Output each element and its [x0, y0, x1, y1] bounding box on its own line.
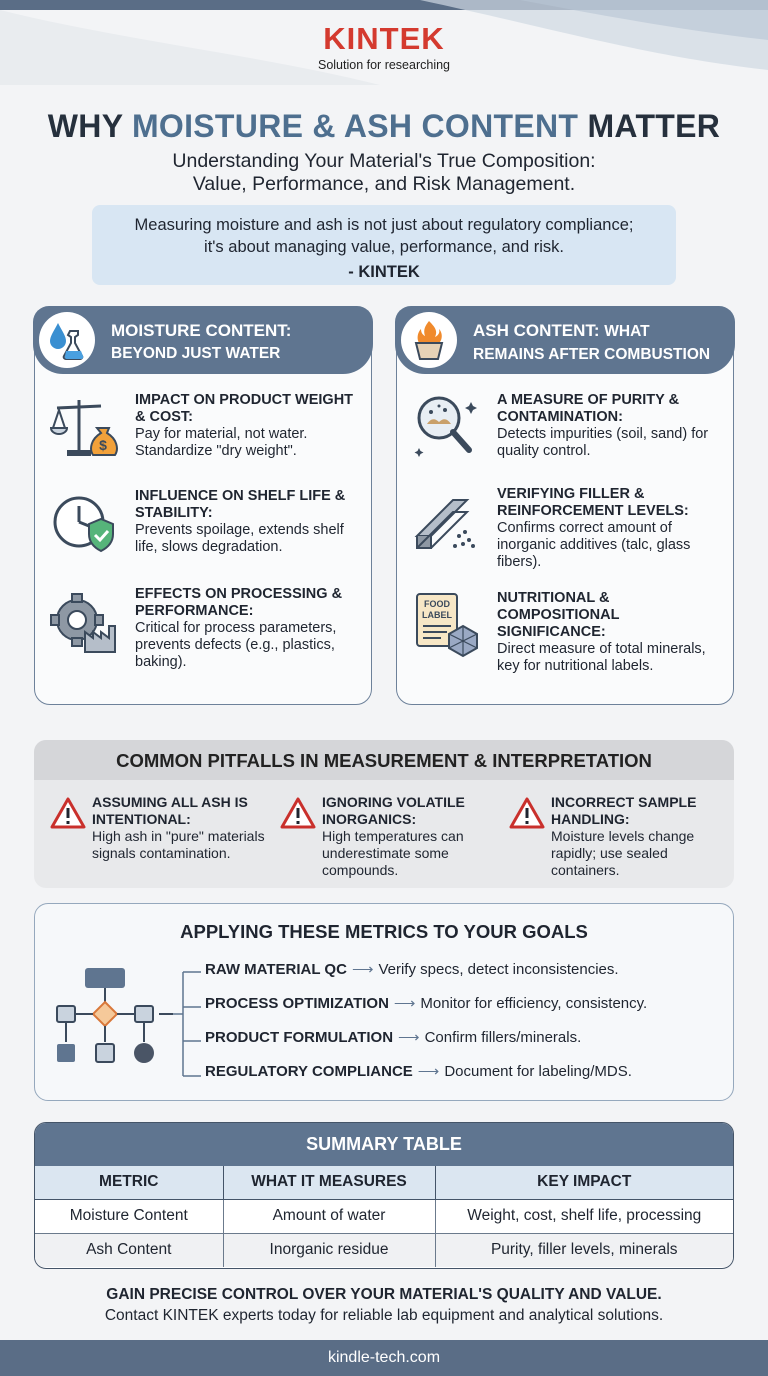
ash-card-title	[473, 319, 727, 366]
gear-factory-icon	[49, 586, 119, 658]
apply-row-desc: Confirm fillers/minerals.	[424, 1029, 582, 1046]
item-title: IMPACT ON PRODUCT WEIGHT & COST:	[135, 392, 354, 425]
svg-text:$: $	[99, 437, 107, 453]
footer-url-link[interactable]: kindle-tech.com	[327, 1349, 441, 1366]
table-row	[35, 1199, 733, 1233]
table-header-cell: KEY IMPACT	[435, 1166, 733, 1199]
title-part2: MATTER	[578, 108, 721, 144]
brand-name: KINTEK	[323, 21, 445, 56]
title-accent: MOISTURE & ASH CONTENT	[131, 108, 579, 144]
warning-icon	[509, 796, 545, 830]
item-body: Direct measure of total minerals, key for nutritional labels.	[497, 641, 706, 674]
apply-row-label: PROCESS OPTIMIZATION	[205, 995, 389, 1012]
apply-section	[34, 903, 734, 1101]
apply-row-raw-material	[205, 960, 619, 980]
moisture-title-line1: MOISTURE CONTENT:	[111, 321, 292, 340]
table-cell: Inorganic residue	[223, 1233, 435, 1267]
moisture-item-processing-text	[135, 586, 363, 671]
footer-bar	[0, 1340, 768, 1376]
ash-item-nutrition-text	[497, 590, 725, 675]
item-body: Pay for material, not water. Standardize "dry weight".	[135, 426, 308, 459]
water-drop-flask-icon	[39, 312, 95, 368]
call-to-action	[0, 1284, 768, 1326]
quote-line2: it's about managing value, performance, and risk.	[204, 238, 564, 256]
moisture-card-header	[33, 306, 373, 374]
pitfall-title: INCORRECT SAMPLE HANDLING:	[551, 794, 697, 827]
magnifier-particles-icon	[411, 392, 481, 464]
pitfall-title: IGNORING VOLATILE INORGANICS:	[322, 794, 465, 827]
pitfall-text	[551, 794, 729, 879]
pitfall-text	[322, 794, 500, 879]
arrow-icon: ⟶	[398, 1029, 420, 1046]
ash-item-filler-text	[497, 486, 725, 571]
apply-row-label: RAW MATERIAL QC	[205, 961, 347, 978]
table-cell: Ash Content	[35, 1233, 223, 1267]
item-body: Confirms correct amount of inorganic additives (talc, glass fibers).	[497, 520, 691, 570]
pitfall-body: Moisture levels change rapidly; use sealed containers.	[551, 828, 695, 878]
svg-text:FOOD: FOOD	[424, 599, 450, 609]
item-title: NUTRITIONAL & COMPOSITIONAL SIGNIFICANCE:	[497, 590, 620, 640]
moisture-title-line2: BEYOND JUST WATER	[111, 345, 281, 362]
table-cell: Amount of water	[223, 1199, 435, 1233]
arrow-icon: ⟶	[351, 961, 374, 978]
clock-shield-icon	[49, 488, 119, 560]
cta-body: Contact KINTEK experts today for reliable lab equipment and analytical solutions.	[104, 1307, 664, 1324]
subtitle-line2: Value, Performance, and Risk Management.	[192, 173, 576, 195]
title-part1: WHY	[47, 108, 132, 144]
ash-title-line2: REMAINS AFTER COMBUSTION	[473, 346, 711, 363]
brand-logo	[0, 22, 768, 72]
flowchart-icon	[53, 966, 173, 1076]
apply-title: APPLYING THESE METRICS TO YOUR GOALS	[180, 921, 588, 942]
steel-beam-icon	[411, 486, 481, 558]
apply-row-label: PRODUCT FORMULATION	[205, 1029, 394, 1046]
svg-text:LABEL: LABEL	[422, 610, 452, 620]
subtitle	[0, 150, 768, 196]
apply-row-desc: Monitor for efficiency, consistency.	[420, 995, 648, 1012]
table-header-cell: WHAT IT MEASURES	[223, 1166, 435, 1199]
pitfall-title: ASSUMING ALL ASH IS INTENTIONAL:	[92, 794, 248, 827]
quote-box	[92, 205, 676, 285]
moisture-card-title	[111, 319, 365, 365]
branch-connector-icon	[173, 962, 203, 1082]
brand-tagline: Solution for researching	[317, 58, 451, 72]
ash-title-line1b: WHAT	[604, 323, 650, 340]
apply-row-desc: Document for labeling/MDS.	[444, 1063, 632, 1080]
item-title: EFFECTS ON PROCESSING & PERFORMANCE:	[135, 586, 343, 619]
table-cell: Moisture Content	[35, 1199, 223, 1233]
page-title	[0, 108, 768, 145]
moisture-item-weight-text	[135, 392, 363, 460]
table-header-row	[35, 1166, 733, 1199]
pitfalls-title: COMMON PITFALLS IN MEASUREMENT & INTERPRETATION	[34, 740, 734, 780]
table-header-cell: METRIC	[35, 1166, 223, 1199]
pitfall-text	[92, 794, 270, 862]
item-body: Detects impurities (soil, sand) for quality control.	[497, 426, 709, 459]
apply-row-regulatory	[205, 1062, 632, 1082]
table-cell: Purity, filler levels, minerals	[435, 1233, 733, 1267]
table-cell: Weight, cost, shelf life, processing	[435, 1199, 733, 1233]
apply-row-process	[205, 994, 647, 1014]
item-title: INFLUENCE ON SHELF LIFE & STABILITY:	[135, 488, 346, 521]
item-body: Prevents spoilage, extends shelf life, slows degradation.	[135, 522, 344, 555]
moisture-item-shelf-text	[135, 488, 363, 556]
summary-table-grid	[35, 1166, 733, 1267]
moisture-card	[34, 307, 372, 705]
quote-line1: Measuring moisture and ash is not just about regulatory compliance;	[134, 216, 634, 234]
pitfalls-section	[34, 740, 734, 888]
pitfall-body: High temperatures can underestimate some compounds.	[322, 828, 464, 878]
apply-row-formulation	[205, 1028, 581, 1048]
arrow-icon: ⟶	[417, 1063, 440, 1080]
arrow-icon: ⟶	[393, 995, 416, 1012]
quote-author: - KINTEK	[348, 263, 420, 281]
item-body: Critical for process parameters, prevents defects (e.g., plastics, baking).	[135, 620, 337, 670]
warning-icon	[280, 796, 316, 830]
ash-card	[396, 307, 734, 705]
food-label-icon	[411, 590, 481, 662]
ash-card-header	[395, 306, 735, 374]
warning-icon	[50, 796, 86, 830]
scale-money-bag-icon	[49, 392, 119, 464]
item-title: A MEASURE OF PURITY & CONTAMINATION:	[497, 392, 680, 425]
pitfall-body: High ash in "pure" materials signals contamination.	[92, 828, 265, 861]
subtitle-line1: Understanding Your Material's True Composition:	[172, 150, 596, 172]
apply-row-label: REGULATORY COMPLIANCE	[205, 1063, 413, 1080]
item-title: VERIFYING FILLER & REINFORCEMENT LEVELS:	[497, 486, 689, 519]
ash-item-purity-text	[497, 392, 725, 460]
summary-table-title: SUMMARY TABLE	[35, 1123, 733, 1166]
burning-crucible-icon	[401, 312, 457, 368]
ash-title-line1: ASH CONTENT:	[473, 321, 605, 340]
apply-row-desc: Verify specs, detect inconsistencies.	[378, 961, 619, 978]
summary-table	[34, 1122, 734, 1269]
table-row	[35, 1233, 733, 1267]
cta-headline: GAIN PRECISE CONTROL OVER YOUR MATERIAL'S QUALITY AND VALUE.	[106, 1286, 662, 1303]
